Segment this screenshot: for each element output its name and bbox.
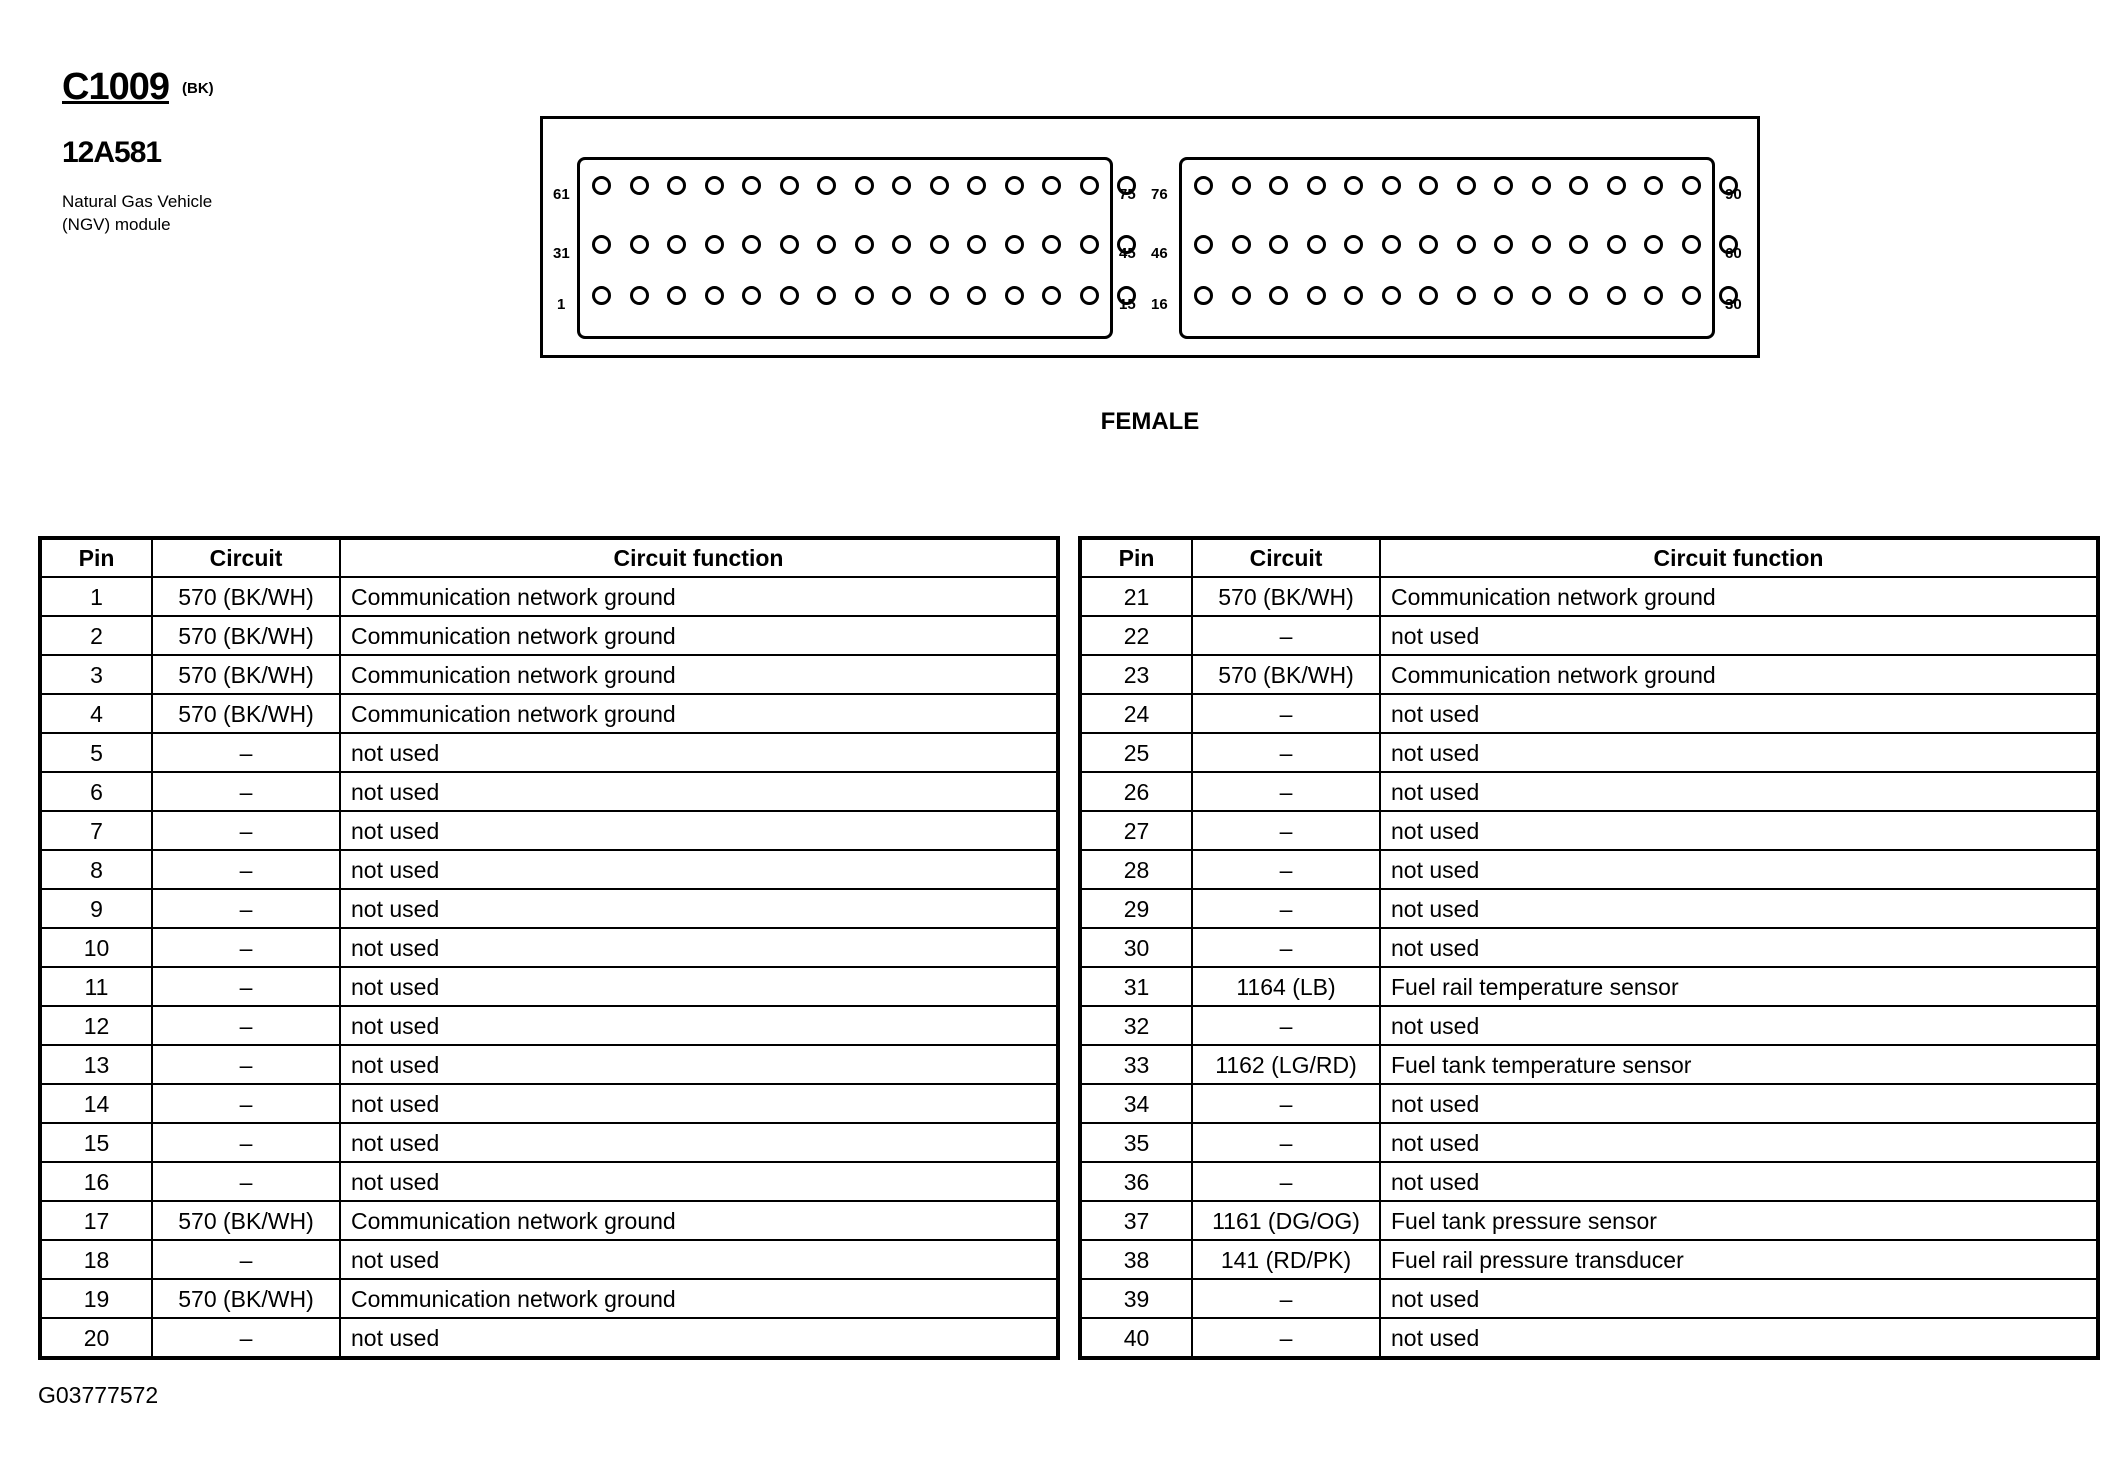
pin-cavity <box>667 235 686 254</box>
pin-cavity <box>1005 176 1024 195</box>
pin-cavity <box>855 235 874 254</box>
pin-cavity <box>1494 176 1513 195</box>
table-row <box>40 616 1058 655</box>
pin-cavity <box>1194 235 1213 254</box>
cell-function: not used <box>1380 772 2098 811</box>
cell-pin: 28 <box>1080 850 1192 889</box>
right-cavity-block <box>1179 157 1715 339</box>
cell-pin: 6 <box>40 772 152 811</box>
cell-pin: 15 <box>40 1123 152 1162</box>
table-row <box>1080 967 2098 1006</box>
table-row <box>1080 1240 2098 1279</box>
pin-cavity <box>1494 235 1513 254</box>
connector-id: C1009 <box>62 66 169 108</box>
cell-function: Communication network ground <box>1380 655 2098 694</box>
table-row <box>1080 616 2098 655</box>
pin-cavity <box>1607 286 1626 305</box>
table-row <box>40 1162 1058 1201</box>
cell-circuit: – <box>1192 1123 1380 1162</box>
cell-function: Fuel tank pressure sensor <box>1380 1201 2098 1240</box>
connector-color: (BK) <box>182 80 214 97</box>
cell-pin: 10 <box>40 928 152 967</box>
pin-cavity <box>892 286 911 305</box>
table-row <box>1080 1201 2098 1240</box>
pin-cavity <box>742 235 761 254</box>
cell-pin: 3 <box>40 655 152 694</box>
cell-pin: 35 <box>1080 1123 1192 1162</box>
cell-pin: 19 <box>40 1279 152 1318</box>
pin-cavity <box>817 286 836 305</box>
cell-pin: 11 <box>40 967 152 1006</box>
cell-pin: 34 <box>1080 1084 1192 1123</box>
table-row <box>1080 1006 2098 1045</box>
cell-circuit: 570 (BK/WH) <box>152 694 340 733</box>
pin-cavity <box>1194 286 1213 305</box>
pin-cavity <box>1419 235 1438 254</box>
cell-pin: 12 <box>40 1006 152 1045</box>
pin-cavity <box>705 176 724 195</box>
pin-cavity <box>892 176 911 195</box>
connector-face <box>540 116 1760 358</box>
pin-cavity <box>1232 286 1251 305</box>
cell-circuit: – <box>1192 1318 1380 1358</box>
cell-function: Communication network ground <box>340 655 1058 694</box>
pin-cavity <box>705 286 724 305</box>
pin-cavity <box>1607 235 1626 254</box>
pin-cavity <box>1682 176 1701 195</box>
table-row <box>40 850 1058 889</box>
right-cavity-grid <box>1190 160 1704 336</box>
part-number: 12A581 <box>62 136 162 169</box>
cell-function: not used <box>1380 1084 2098 1123</box>
figure-id: G03777572 <box>38 1382 159 1408</box>
pin-cavity <box>1232 176 1251 195</box>
cell-circuit: 570 (BK/WH) <box>1192 655 1380 694</box>
pinout-rows-left <box>40 577 1058 1358</box>
cell-pin: 9 <box>40 889 152 928</box>
pin-cavity <box>592 235 611 254</box>
cell-function: not used <box>340 811 1058 850</box>
cell-circuit: – <box>152 889 340 928</box>
left-cavity-block <box>577 157 1113 339</box>
table-row <box>40 1318 1058 1358</box>
pin-cavity <box>742 286 761 305</box>
cell-circuit: 1162 (LG/RD) <box>1192 1045 1380 1084</box>
table-row <box>1080 772 2098 811</box>
table-row <box>40 733 1058 772</box>
pin-cavity <box>780 235 799 254</box>
header-pin: Pin <box>1080 538 1192 577</box>
cell-circuit: 570 (BK/WH) <box>1192 577 1380 616</box>
pin-cavity <box>1382 286 1401 305</box>
cell-pin: 30 <box>1080 928 1192 967</box>
cell-circuit: – <box>152 1084 340 1123</box>
pin-cavity <box>1494 286 1513 305</box>
cell-pin: 14 <box>40 1084 152 1123</box>
pin-cavity <box>1569 286 1588 305</box>
cell-function: not used <box>1380 733 2098 772</box>
pin-cavity <box>1269 235 1288 254</box>
cell-function: not used <box>1380 1279 2098 1318</box>
pin-label-16: 16 <box>1151 296 1168 313</box>
cell-pin: 8 <box>40 850 152 889</box>
table-row <box>40 655 1058 694</box>
table-row <box>40 1084 1058 1123</box>
cell-pin: 20 <box>40 1318 152 1358</box>
connector-gender: FEMALE <box>1100 408 1200 435</box>
pin-cavity <box>1042 176 1061 195</box>
cell-pin: 40 <box>1080 1318 1192 1358</box>
cell-circuit: 1164 (LB) <box>1192 967 1380 1006</box>
pin-cavity <box>1569 176 1588 195</box>
pin-cavity <box>1232 235 1251 254</box>
pin-label-60: 60 <box>1725 245 1742 262</box>
cell-circuit: – <box>1192 1084 1380 1123</box>
pin-cavity <box>1457 235 1476 254</box>
pin-cavity <box>1644 176 1663 195</box>
cell-pin: 32 <box>1080 1006 1192 1045</box>
cell-circuit: – <box>1192 889 1380 928</box>
cell-pin: 38 <box>1080 1240 1192 1279</box>
cell-circuit: 570 (BK/WH) <box>152 616 340 655</box>
table-row <box>1080 1045 2098 1084</box>
cell-pin: 27 <box>1080 811 1192 850</box>
pin-label-45: 45 <box>1119 245 1136 262</box>
pin-cavity <box>1269 176 1288 195</box>
pin-cavity <box>1457 176 1476 195</box>
cell-pin: 1 <box>40 577 152 616</box>
cell-circuit: 570 (BK/WH) <box>152 1201 340 1240</box>
table-header-row <box>1080 538 2098 577</box>
cell-function: not used <box>340 850 1058 889</box>
cell-function: Communication network ground <box>340 616 1058 655</box>
pin-cavity <box>1532 176 1551 195</box>
pin-cavity <box>1532 286 1551 305</box>
pin-cavity <box>1344 176 1363 195</box>
header-circuit: Circuit <box>1192 538 1380 577</box>
table-row <box>1080 1279 2098 1318</box>
cell-circuit: – <box>1192 1162 1380 1201</box>
table-row <box>40 811 1058 850</box>
cell-pin: 37 <box>1080 1201 1192 1240</box>
pin-cavity <box>1080 235 1099 254</box>
pin-cavity <box>1042 286 1061 305</box>
pin-cavity <box>1005 235 1024 254</box>
cell-pin: 36 <box>1080 1162 1192 1201</box>
cell-function: Communication network ground <box>340 1279 1058 1318</box>
table-row <box>40 967 1058 1006</box>
pin-cavity <box>1419 286 1438 305</box>
table-row <box>40 1201 1058 1240</box>
cell-function: not used <box>340 928 1058 967</box>
pin-cavity <box>967 176 986 195</box>
cell-function: not used <box>1380 1162 2098 1201</box>
table-row <box>1080 733 2098 772</box>
cell-circuit: – <box>1192 1279 1380 1318</box>
table-row <box>1080 577 2098 616</box>
cell-function: not used <box>1380 616 2098 655</box>
pin-cavity <box>667 176 686 195</box>
pin-label-31: 31 <box>553 245 570 262</box>
pin-cavity <box>1080 286 1099 305</box>
cell-circuit: – <box>152 967 340 1006</box>
table-row <box>1080 1318 2098 1358</box>
table-row <box>1080 655 2098 694</box>
cell-pin: 4 <box>40 694 152 733</box>
pin-cavity <box>1682 286 1701 305</box>
pin-cavity <box>1607 176 1626 195</box>
table-row <box>1080 811 2098 850</box>
cell-circuit: – <box>152 1045 340 1084</box>
table-row <box>40 1123 1058 1162</box>
pin-cavity <box>892 235 911 254</box>
cell-circuit: – <box>1192 694 1380 733</box>
pin-label-30: 30 <box>1725 296 1742 313</box>
pin-cavity <box>592 176 611 195</box>
table-row <box>1080 694 2098 733</box>
cell-circuit: – <box>152 1006 340 1045</box>
pin-cavity <box>705 235 724 254</box>
table-header-row <box>40 538 1058 577</box>
cell-function: not used <box>340 889 1058 928</box>
cell-circuit: – <box>152 772 340 811</box>
cell-function: not used <box>340 967 1058 1006</box>
pin-cavity <box>817 235 836 254</box>
cell-circuit: 570 (BK/WH) <box>152 655 340 694</box>
cell-circuit: – <box>152 811 340 850</box>
cell-circuit: – <box>1192 733 1380 772</box>
table-row <box>1080 1084 2098 1123</box>
table-row <box>1080 850 2098 889</box>
pin-label-61: 61 <box>553 186 570 203</box>
cell-function: not used <box>1380 1318 2098 1358</box>
table-row <box>1080 1162 2098 1201</box>
table-row <box>1080 1123 2098 1162</box>
cell-function: not used <box>340 772 1058 811</box>
cell-circuit: – <box>1192 1006 1380 1045</box>
cell-function: not used <box>1380 694 2098 733</box>
cell-function: not used <box>1380 889 2098 928</box>
cell-pin: 29 <box>1080 889 1192 928</box>
table-row <box>40 694 1058 733</box>
cell-circuit: – <box>152 928 340 967</box>
pin-label-15: 15 <box>1119 296 1136 313</box>
table-row <box>1080 889 2098 928</box>
cell-function: not used <box>340 1123 1058 1162</box>
cell-circuit: 141 (RD/PK) <box>1192 1240 1380 1279</box>
cell-pin: 24 <box>1080 694 1192 733</box>
pin-cavity <box>1682 235 1701 254</box>
cell-pin: 13 <box>40 1045 152 1084</box>
table-row <box>40 772 1058 811</box>
cell-function: not used <box>340 1240 1058 1279</box>
pin-cavity <box>967 286 986 305</box>
cell-pin: 39 <box>1080 1279 1192 1318</box>
cell-pin: 18 <box>40 1240 152 1279</box>
pin-cavity <box>930 235 949 254</box>
pin-cavity <box>967 235 986 254</box>
cell-function: not used <box>340 1162 1058 1201</box>
pin-cavity <box>667 286 686 305</box>
pin-label-1: 1 <box>557 296 566 313</box>
cell-function: not used <box>1380 928 2098 967</box>
pin-cavity <box>930 286 949 305</box>
cell-function: Fuel tank temperature sensor <box>1380 1045 2098 1084</box>
cell-circuit: – <box>1192 928 1380 967</box>
pinout-table-left <box>38 536 1060 1360</box>
cell-circuit: 570 (BK/WH) <box>152 1279 340 1318</box>
pin-cavity <box>1080 176 1099 195</box>
cell-function: not used <box>340 733 1058 772</box>
pin-cavity <box>1005 286 1024 305</box>
cell-circuit: – <box>1192 772 1380 811</box>
cell-function: not used <box>1380 850 2098 889</box>
pin-cavity <box>742 176 761 195</box>
cell-pin: 5 <box>40 733 152 772</box>
cell-function: Fuel rail pressure transducer <box>1380 1240 2098 1279</box>
pin-cavity <box>1307 286 1326 305</box>
pin-cavity <box>630 176 649 195</box>
header-function: Circuit function <box>340 538 1058 577</box>
pin-label-90: 90 <box>1725 186 1742 203</box>
table-row <box>40 1045 1058 1084</box>
cell-pin: 25 <box>1080 733 1192 772</box>
pin-cavity <box>1569 235 1588 254</box>
table-row <box>40 1279 1058 1318</box>
cell-function: not used <box>340 1045 1058 1084</box>
cell-pin: 2 <box>40 616 152 655</box>
pin-cavity <box>1532 235 1551 254</box>
cell-circuit: – <box>152 733 340 772</box>
cell-function: Fuel rail temperature sensor <box>1380 967 2098 1006</box>
cell-circuit: – <box>152 1162 340 1201</box>
pin-cavity <box>1644 286 1663 305</box>
cell-function: not used <box>1380 1123 2098 1162</box>
header-pin: Pin <box>40 538 152 577</box>
cell-circuit: – <box>1192 811 1380 850</box>
pin-cavity <box>930 176 949 195</box>
cell-function: not used <box>1380 1006 2098 1045</box>
pin-cavity <box>1269 286 1288 305</box>
header-circuit: Circuit <box>152 538 340 577</box>
left-cavity-grid <box>588 160 1102 336</box>
cell-function: Communication network ground <box>340 577 1058 616</box>
pin-cavity <box>1382 235 1401 254</box>
cell-circuit: – <box>152 850 340 889</box>
cell-pin: 26 <box>1080 772 1192 811</box>
pin-cavity <box>592 286 611 305</box>
cell-circuit: – <box>152 1123 340 1162</box>
cell-pin: 17 <box>40 1201 152 1240</box>
table-row <box>40 577 1058 616</box>
pin-cavity <box>630 235 649 254</box>
pin-cavity <box>1042 235 1061 254</box>
pin-label-75: 75 <box>1119 186 1136 203</box>
pin-cavity <box>1307 176 1326 195</box>
header-function: Circuit function <box>1380 538 2098 577</box>
cell-function: Communication network ground <box>1380 577 2098 616</box>
pin-cavity <box>817 176 836 195</box>
cell-circuit: – <box>1192 616 1380 655</box>
module-name: Natural Gas Vehicle (NGV) module <box>62 192 213 234</box>
pin-cavity <box>855 286 874 305</box>
pin-cavity <box>780 286 799 305</box>
cell-function: Communication network ground <box>340 1201 1058 1240</box>
pinout-rows-right <box>1080 577 2098 1358</box>
cell-function: not used <box>1380 811 2098 850</box>
pin-cavity <box>1419 176 1438 195</box>
cell-circuit: – <box>1192 850 1380 889</box>
pin-label-46: 46 <box>1151 245 1168 262</box>
cell-pin: 22 <box>1080 616 1192 655</box>
table-row <box>40 928 1058 967</box>
pin-cavity <box>780 176 799 195</box>
cell-function: not used <box>340 1318 1058 1358</box>
cell-circuit: – <box>152 1318 340 1358</box>
table-row <box>40 1240 1058 1279</box>
cell-circuit: 570 (BK/WH) <box>152 577 340 616</box>
cell-pin: 31 <box>1080 967 1192 1006</box>
pinout-table-right <box>1078 536 2100 1360</box>
cell-pin: 7 <box>40 811 152 850</box>
pin-label-76: 76 <box>1151 186 1168 203</box>
pin-cavity <box>1344 286 1363 305</box>
pin-cavity <box>855 176 874 195</box>
pin-cavity <box>1307 235 1326 254</box>
table-row <box>40 1006 1058 1045</box>
cell-function: not used <box>340 1006 1058 1045</box>
table-row <box>40 889 1058 928</box>
pin-cavity <box>1644 235 1663 254</box>
pin-cavity <box>1344 235 1363 254</box>
cell-function: not used <box>340 1084 1058 1123</box>
pin-cavity <box>1457 286 1476 305</box>
pin-cavity <box>1194 176 1213 195</box>
cell-pin: 33 <box>1080 1045 1192 1084</box>
cell-circuit: 1161 (DG/OG) <box>1192 1201 1380 1240</box>
cell-pin: 23 <box>1080 655 1192 694</box>
cell-function: Communication network ground <box>340 694 1058 733</box>
cell-pin: 21 <box>1080 577 1192 616</box>
cell-pin: 16 <box>40 1162 152 1201</box>
table-row <box>1080 928 2098 967</box>
pin-cavity <box>630 286 649 305</box>
pin-cavity <box>1382 176 1401 195</box>
cell-circuit: – <box>152 1240 340 1279</box>
